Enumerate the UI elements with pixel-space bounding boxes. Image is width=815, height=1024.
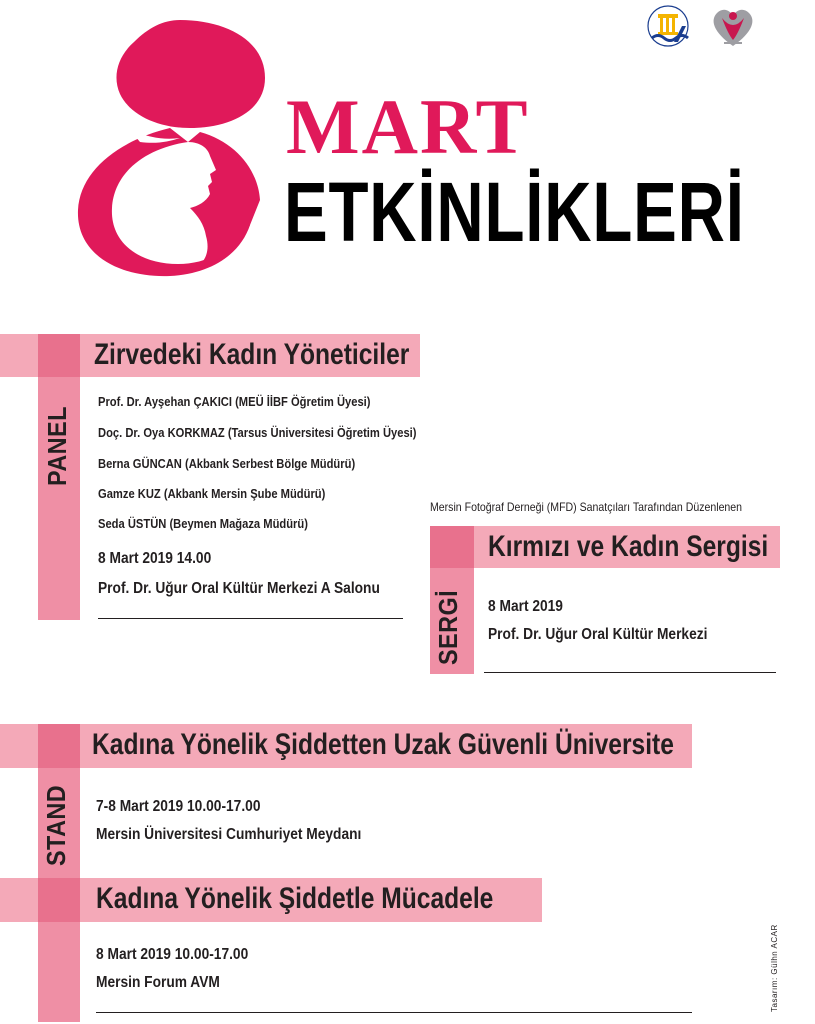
stand-title-bar-2-accent bbox=[38, 878, 80, 922]
stand-tab-label: STAND bbox=[41, 784, 71, 866]
exhibition-date: 8 Mart 2019 bbox=[488, 598, 563, 615]
exhibition-organizer: Mersin Fotoğraf Derneği (MFD) Sanatçıları Tarafından Düzenlenen bbox=[430, 500, 743, 514]
panel-venue: Prof. Dr. Uğur Oral Kültür Merkezi A Salonu bbox=[98, 580, 380, 597]
stand-tab-lower bbox=[38, 922, 80, 1022]
stand-item-date: 8 Mart 2019 10.00-17.00 bbox=[96, 946, 249, 963]
panel-speaker: Seda ÜSTÜN (Beymen Mağaza Müdürü) bbox=[98, 516, 308, 531]
panel-title-bar-accent bbox=[38, 334, 80, 377]
exhibition-tab-label: SERGİ bbox=[433, 589, 463, 665]
panel-title: Zirvedeki Kadın Yöneticiler bbox=[94, 338, 410, 371]
panel-speaker: Berna GÜNCAN (Akbank Serbest Bölge Müdürü) bbox=[98, 456, 356, 471]
panel-speaker: Gamze KUZ (Akbank Mersin Şube Müdürü) bbox=[98, 486, 326, 501]
panel-tab-label: PANEL bbox=[42, 406, 72, 486]
exhibition-divider bbox=[484, 672, 776, 673]
panel-speaker: Prof. Dr. Ayşehan ÇAKICI (MEÜ İİBF Öğretim Üyesi) bbox=[98, 394, 371, 409]
stand-item-venue: Mersin Üniversitesi Cumhuriyet Meydanı bbox=[96, 826, 362, 843]
stand-divider bbox=[96, 1012, 692, 1013]
stand-item-title: Kadına Yönelik Şiddetle Mücadele bbox=[96, 882, 494, 915]
stand-title-bar-1-accent bbox=[38, 724, 80, 768]
panel-date: 8 Mart 2019 14.00 bbox=[98, 550, 212, 567]
university-logo bbox=[644, 4, 702, 50]
title-etkinlikleri: ETKİNLİKLERİ bbox=[284, 165, 745, 259]
panel-divider bbox=[98, 618, 403, 619]
heart-figure-logo bbox=[708, 2, 758, 50]
woman-silhouette-logo bbox=[60, 10, 290, 280]
stand-item-venue: Mersin Forum AVM bbox=[96, 974, 220, 991]
exhibition-title: Kırmızı ve Kadın Sergisi bbox=[488, 530, 769, 563]
stand-item-date: 7-8 Mart 2019 10.00-17.00 bbox=[96, 798, 261, 815]
design-credit: Tasarım: Gülhn ACAR bbox=[770, 924, 779, 1012]
title-mart: MART bbox=[286, 83, 530, 170]
exhibition-title-bar-accent bbox=[430, 526, 474, 568]
stand-item-title: Kadına Yönelik Şiddetten Uzak Güvenli Üniversite bbox=[92, 728, 674, 761]
panel-speaker: Doç. Dr. Oya KORKMAZ (Tarsus Üniversitesi Öğretim Üyesi) bbox=[98, 425, 417, 440]
exhibition-venue: Prof. Dr. Uğur Oral Kültür Merkezi bbox=[488, 626, 708, 643]
